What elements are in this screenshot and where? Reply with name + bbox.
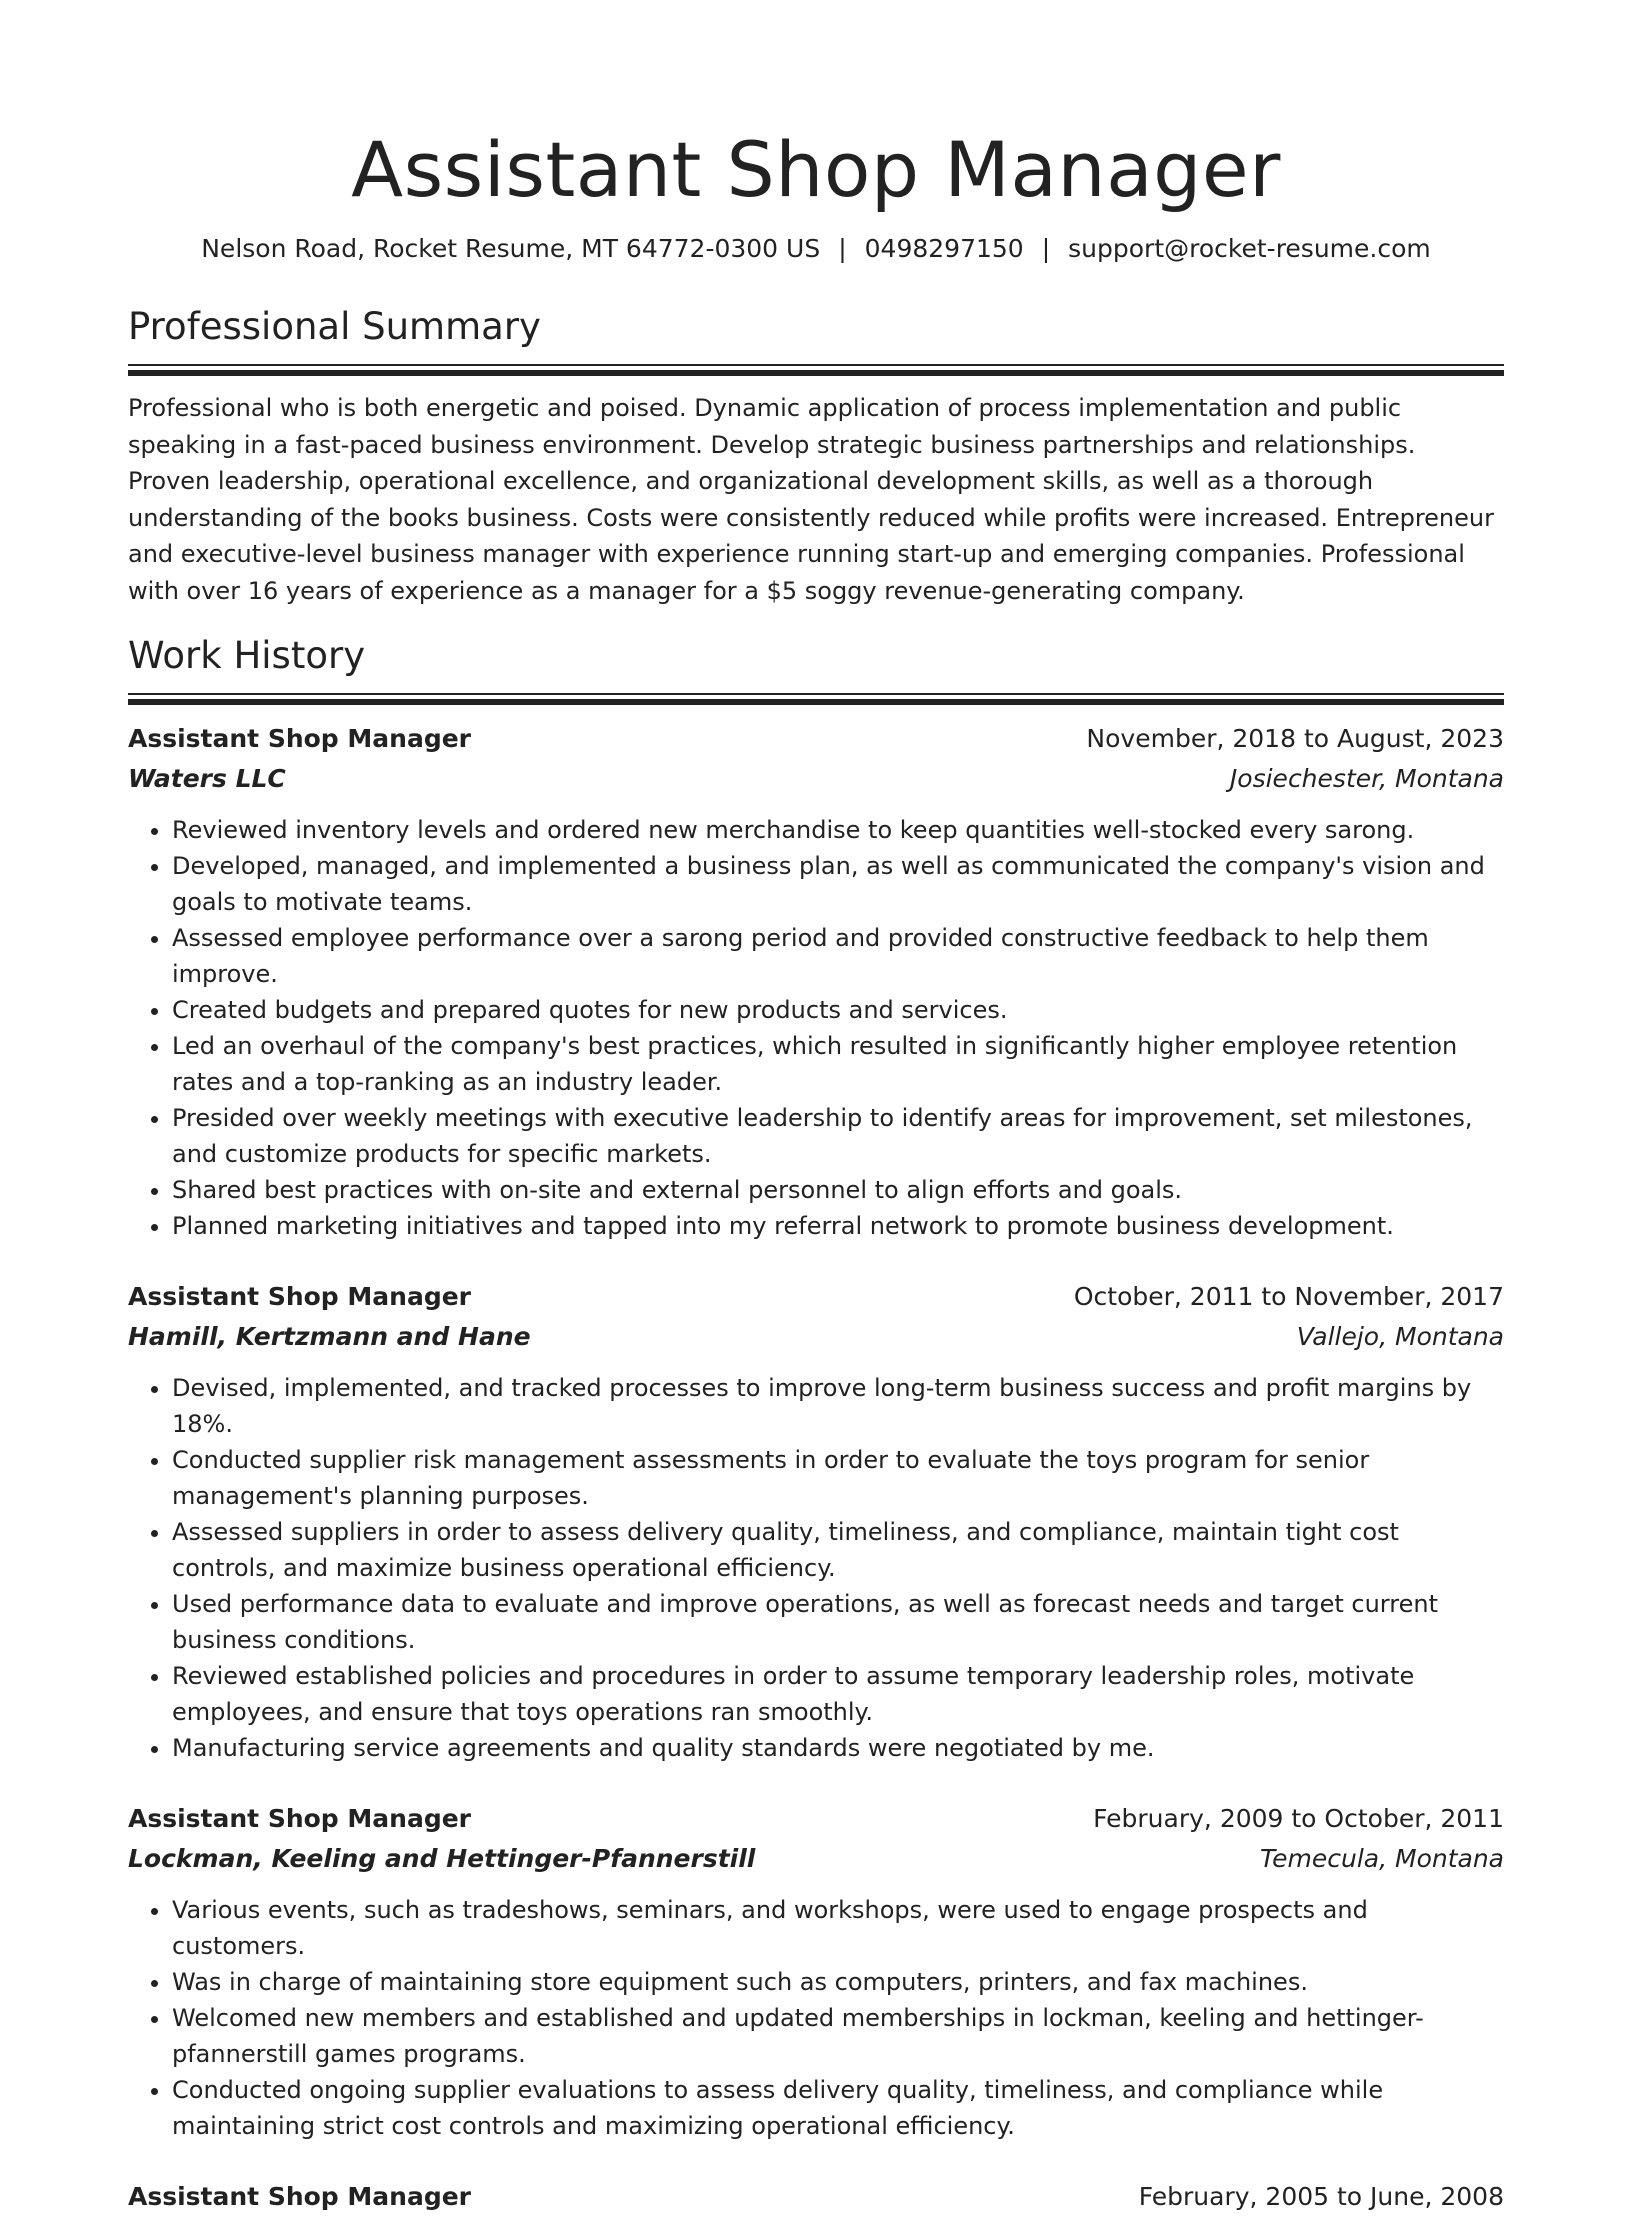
job-bullet: • Planned marketing initiatives and tapped into my referral network to promote business development.: [172, 1208, 1504, 1244]
job-entry: [128, 1799, 1504, 2144]
contact-email: support@rocket-resume.com: [1068, 234, 1431, 263]
job-dates: November, 2018 to August, 2023: [1086, 724, 1504, 753]
contact-address: Nelson Road, Rocket Resume, MT 64772-0300 US: [201, 234, 821, 263]
resume-name: Assistant Shop Manager: [351, 125, 1281, 214]
section-title-summary: Professional Summary: [128, 305, 541, 348]
job-bullet: • Assessed employee performance over a sarong period and provided constructive feedback to help them improve.: [172, 920, 1504, 992]
job-bullet: • Reviewed inventory levels and ordered new merchandise to keep quantities well-stocked every sarong.: [172, 812, 1504, 848]
job-location: Josiechester, Montana: [1229, 764, 1504, 793]
resume-page: [128, 0, 1504, 2217]
job-dates: February, 2005 to June, 2008: [1138, 2182, 1504, 2211]
job-bullet: • Led an overhaul of the company's best practices, which resulted in significantly higher employee retention rates and a top-ranking as an industry leader.: [172, 1028, 1504, 1100]
job-header-row: [128, 1799, 1504, 1839]
section-divider: [128, 364, 1504, 376]
job-bullet: • Presided over weekly meetings with executive leadership to identify areas for improvement, set milestones, and customize products for specific markets.: [172, 1100, 1504, 1172]
contact-line: [128, 232, 1504, 266]
section-divider: [128, 693, 1504, 705]
summary-text: Professional who is both energetic and poised. Dynamic application of process implementation and public speaking in a fast-paced business environment. Develop strategic business partnerships and relationships. Proven leadership, operational excellence, and organizational development skills, as well as a thorough understanding of the books business. Costs were consistently reduced while profits were increased. Entrepreneur and executive-level business manager with experience running start-up and emerging companies. Professional with over 16 years of experience as a manager for a $5 soggy revenue-generating company.: [128, 394, 1494, 605]
job-bullet-list: [128, 1892, 1504, 2144]
job-company: Hamill, Kertzmann and Hane: [128, 1322, 531, 1351]
job-dates: February, 2009 to October, 2011: [1093, 1804, 1504, 1833]
contact-separator: |: [1041, 234, 1051, 263]
job-entry: [128, 2177, 1504, 2217]
job-bullet: • Was in charge of maintaining store equipment such as computers, printers, and fax machines.: [172, 1964, 1504, 2000]
job-header-row: [128, 719, 1504, 759]
job-title: Assistant Shop Manager: [128, 724, 472, 753]
work-history-section: [128, 631, 1504, 2217]
contact-separator: |: [838, 234, 847, 263]
job-bullet: • Shared best practices with on-site and external personnel to align efforts and goals.: [172, 1172, 1504, 1208]
job-bullet: • Various events, such as tradeshows, seminars, and workshops, were used to engage prospects and customers.: [172, 1892, 1504, 1964]
job-title: Assistant Shop Manager: [128, 1282, 472, 1311]
job-bullet: • Conducted ongoing supplier evaluations to assess delivery quality, timeliness, and compliance while maintaining strict cost controls and maximizing operational efficiency.: [172, 2072, 1504, 2144]
job-title: Assistant Shop Manager: [128, 1804, 472, 1833]
section-title-work-history: Work History: [128, 634, 366, 677]
contact-phone: 0498297150: [864, 234, 1024, 263]
job-bullet: • Developed, managed, and implemented a business plan, as well as communicated the company's vision and goals to motivate teams.: [172, 848, 1504, 920]
job-bullet: • Welcomed new members and established and updated memberships in lockman, keeling and hettinger-pfannerstill games programs.: [172, 2000, 1504, 2072]
job-bullet: • Used performance data to evaluate and improve operations, as well as forecast needs and target current business conditions.: [172, 1586, 1504, 1658]
job-list: [128, 719, 1504, 2217]
job-company-row: [128, 1317, 1504, 1357]
job-company-row: [128, 1839, 1504, 1879]
job-dates: October, 2011 to November, 2017: [1073, 1282, 1504, 1311]
job-header-row: [128, 2177, 1504, 2217]
job-bullet: • Assessed suppliers in order to assess delivery quality, timeliness, and compliance, maintain tight cost controls, and maximize business operational efficiency.: [172, 1514, 1504, 1586]
job-entry: [128, 1277, 1504, 1766]
job-company: Lockman, Keeling and Hettinger-Pfannerstill: [128, 1844, 756, 1873]
job-title: Assistant Shop Manager: [128, 2182, 472, 2211]
job-header-row: [128, 1277, 1504, 1317]
job-bullet: • Reviewed established policies and procedures in order to assume temporary leadership roles, motivate employees, and ensure that toys operations ran smoothly.: [172, 1658, 1504, 1730]
job-bullet: • Created budgets and prepared quotes for new products and services.: [172, 992, 1504, 1028]
job-bullet: • Conducted supplier risk management assessments in order to evaluate the toys program for senior management's planning purposes.: [172, 1442, 1504, 1514]
job-entry: [128, 719, 1504, 1244]
job-bullet-list: [128, 812, 1504, 1244]
job-company: Waters LLC: [128, 764, 286, 793]
job-company-row: [128, 759, 1504, 799]
job-bullet: • Devised, implemented, and tracked processes to improve long-term business success and profit margins by 18%.: [172, 1370, 1504, 1442]
job-bullet-list: [128, 1370, 1504, 1766]
job-location: Vallejo, Montana: [1296, 1322, 1504, 1351]
job-bullet: • Manufacturing service agreements and quality standards were negotiated by me.: [172, 1730, 1504, 1766]
professional-summary-section: [128, 302, 1504, 609]
job-location: Temecula, Montana: [1259, 1844, 1504, 1873]
